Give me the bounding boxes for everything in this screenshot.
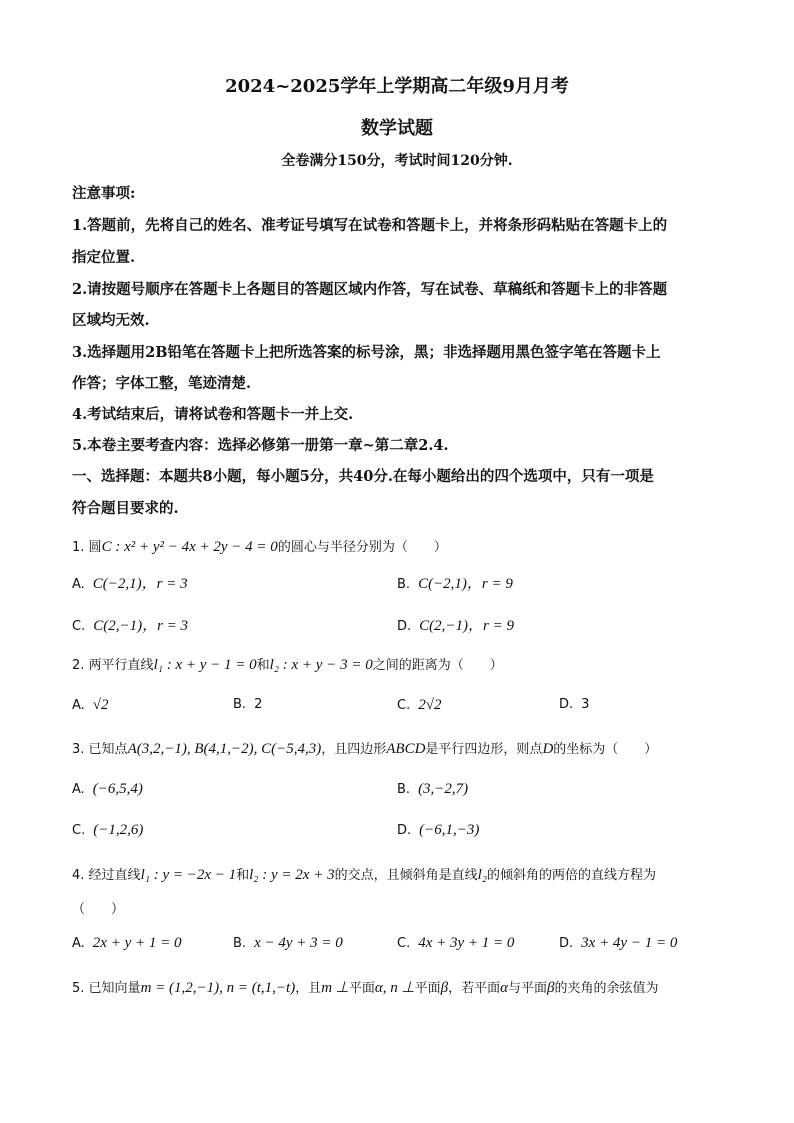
option-math: 2x + y + 1 = 0 (92, 935, 182, 951)
section-heading: 一、选择题：本题共8小题，每小题5分，共40分.在每小题给出的四个选项中，只有一项是 (72, 468, 654, 485)
question-text: 已知向量 (88, 981, 141, 996)
question-text: 平面 (414, 981, 441, 996)
option-d (397, 614, 514, 635)
option-c (397, 935, 514, 952)
option-d (397, 822, 479, 839)
exam-info: 全卷满分150分，考试时间120分钟. (281, 153, 513, 169)
question-math: l₂ : x + y − 3 = 0 (269, 657, 373, 673)
question-number: 1. (72, 540, 85, 555)
question-2 (72, 654, 503, 674)
question-text: 的夹角的余弦值为 (554, 981, 659, 996)
section-heading-cont: 符合题目要求的. (72, 500, 179, 517)
question-text: 平面 (348, 981, 375, 996)
question-text: ，且四边形 (321, 742, 387, 757)
notes-heading: 注意事项: (72, 185, 136, 202)
option-math: (−1,2,6) (93, 822, 144, 838)
option-label: A. (72, 936, 85, 951)
question-math: β (547, 980, 555, 996)
question-math: l₂ (477, 867, 487, 883)
note-line: 指定位置. (72, 249, 136, 266)
option-c (397, 697, 441, 714)
option-b (233, 935, 343, 952)
question-math: l₁ : y = −2x − 1 (140, 867, 237, 883)
option-label: A. (72, 698, 85, 713)
question-math: α, n ⊥ (374, 980, 415, 996)
question-math: A(3,2,−1), B(4,1,−2), C(−5,4,3) (127, 741, 322, 757)
option-a (72, 697, 109, 714)
question-3 (72, 738, 657, 758)
option-d (559, 697, 589, 712)
option-label: C. (397, 936, 411, 951)
question-text: 之间的距离为（ ） (372, 658, 503, 673)
question-text: 圆 (88, 540, 102, 555)
option-math: C(2,−1)，r = 9 (419, 618, 514, 634)
option-label: D. (559, 697, 574, 712)
question-math: m ⊥ (321, 980, 349, 996)
option-label: D. (559, 936, 574, 951)
question-text: 经过直线 (88, 868, 141, 883)
option-math: 3x + 4y − 1 = 0 (581, 935, 678, 951)
question-math: ABCD (386, 741, 426, 757)
exam-title: 2024~2025学年上学期高二年级9月月考 (225, 76, 569, 97)
option-label: D. (397, 619, 412, 634)
option-math: √2 (92, 697, 109, 713)
question-1 (72, 536, 447, 556)
question-5 (72, 977, 659, 997)
note-line: 作答；字体工整，笔迹清楚. (72, 375, 252, 392)
question-text: 已知点 (88, 742, 128, 757)
note-line: 3.选择题用2B铅笔在答题卡上把所选答案的标号涂，黑；非选择题用黑色签字笔在答题卡上 (72, 344, 661, 361)
option-math: (−6,5,4) (92, 781, 143, 797)
option-label: C. (397, 698, 411, 713)
question-4-paren: （ ） (72, 902, 125, 917)
option-math: (3,−2,7) (418, 781, 469, 797)
option-label: A. (72, 577, 85, 592)
option-b (397, 572, 513, 593)
question-number: 4. (72, 868, 85, 883)
option-math: x − 4y + 3 = 0 (254, 935, 343, 951)
option-math: 4x + 3y + 1 = 0 (418, 935, 515, 951)
question-text: ，且 (295, 981, 322, 996)
question-number: 3. (72, 742, 85, 757)
option-b (233, 697, 262, 712)
question-text: 是平行四边形，则点 (425, 742, 543, 757)
question-math: D (542, 741, 554, 757)
option-math: C(2,−1)，r = 3 (93, 618, 189, 634)
question-text: 的圆心与半径分别为（ ） (277, 540, 447, 555)
question-math: l₁ : x + y − 1 = 0 (153, 657, 257, 673)
question-text: 两平行直线 (88, 658, 154, 673)
question-text: 和 (256, 658, 270, 673)
option-text: 3 (581, 697, 590, 712)
question-4 (72, 864, 656, 884)
question-number: 2. (72, 658, 85, 673)
subject-title: 数学试题 (361, 118, 433, 139)
question-text: ，若平面 (448, 981, 501, 996)
option-a (72, 935, 181, 952)
option-label: B. (233, 936, 247, 951)
option-label: B. (397, 577, 411, 592)
option-b (397, 781, 468, 798)
option-label: D. (397, 823, 412, 838)
option-label: B. (397, 782, 411, 797)
note-line: 5.本卷主要考查内容：选择必修第一册第一章~第二章2.4. (72, 437, 449, 454)
question-text: 的交点，且倾斜角是直线 (334, 868, 478, 883)
question-math: α (500, 980, 508, 996)
option-math: 2√2 (418, 697, 442, 713)
option-a (72, 781, 143, 798)
question-math: l₂ : y = 2x + 3 (249, 867, 335, 883)
option-math: C(−2,1)，r = 9 (418, 576, 513, 592)
option-d (559, 935, 677, 952)
option-text: 2 (254, 697, 263, 712)
question-math: C : x² + y² − 4x + 2y − 4 = 0 (101, 539, 278, 555)
option-c (72, 822, 143, 839)
note-line: 2.请按题号顺序在答题卡上各题目的答题区域内作答，写在试卷、草稿纸和答题卡上的非答题 (72, 281, 668, 298)
question-text: 与平面 (507, 981, 547, 996)
option-a (72, 572, 188, 593)
question-text: 的倾斜角的两倍的直线方程为 (486, 868, 656, 883)
option-c (72, 614, 188, 635)
question-text: 和 (236, 868, 250, 883)
note-line: 区域均无效. (72, 312, 150, 329)
option-math: C(−2,1)，r = 3 (92, 576, 188, 592)
option-label: B. (233, 697, 247, 712)
question-number: 5. (72, 981, 85, 996)
note-line: 1.答题前，先将自己的姓名、准考证号填写在试卷和答题卡上，并将条形码粘贴在答题卡上的 (72, 217, 668, 234)
question-math: m = (1,2,−1), n = (t,1,−t) (140, 980, 296, 996)
option-label: C. (72, 619, 86, 634)
question-math: β (440, 980, 449, 996)
option-label: A. (72, 782, 85, 797)
note-line: 4.考试结束后，请将试卷和答题卡一并上交. (72, 406, 354, 423)
option-label: C. (72, 823, 86, 838)
question-text: 的坐标为（ ） (553, 742, 658, 757)
option-math: (−6,1,−3) (419, 822, 480, 838)
